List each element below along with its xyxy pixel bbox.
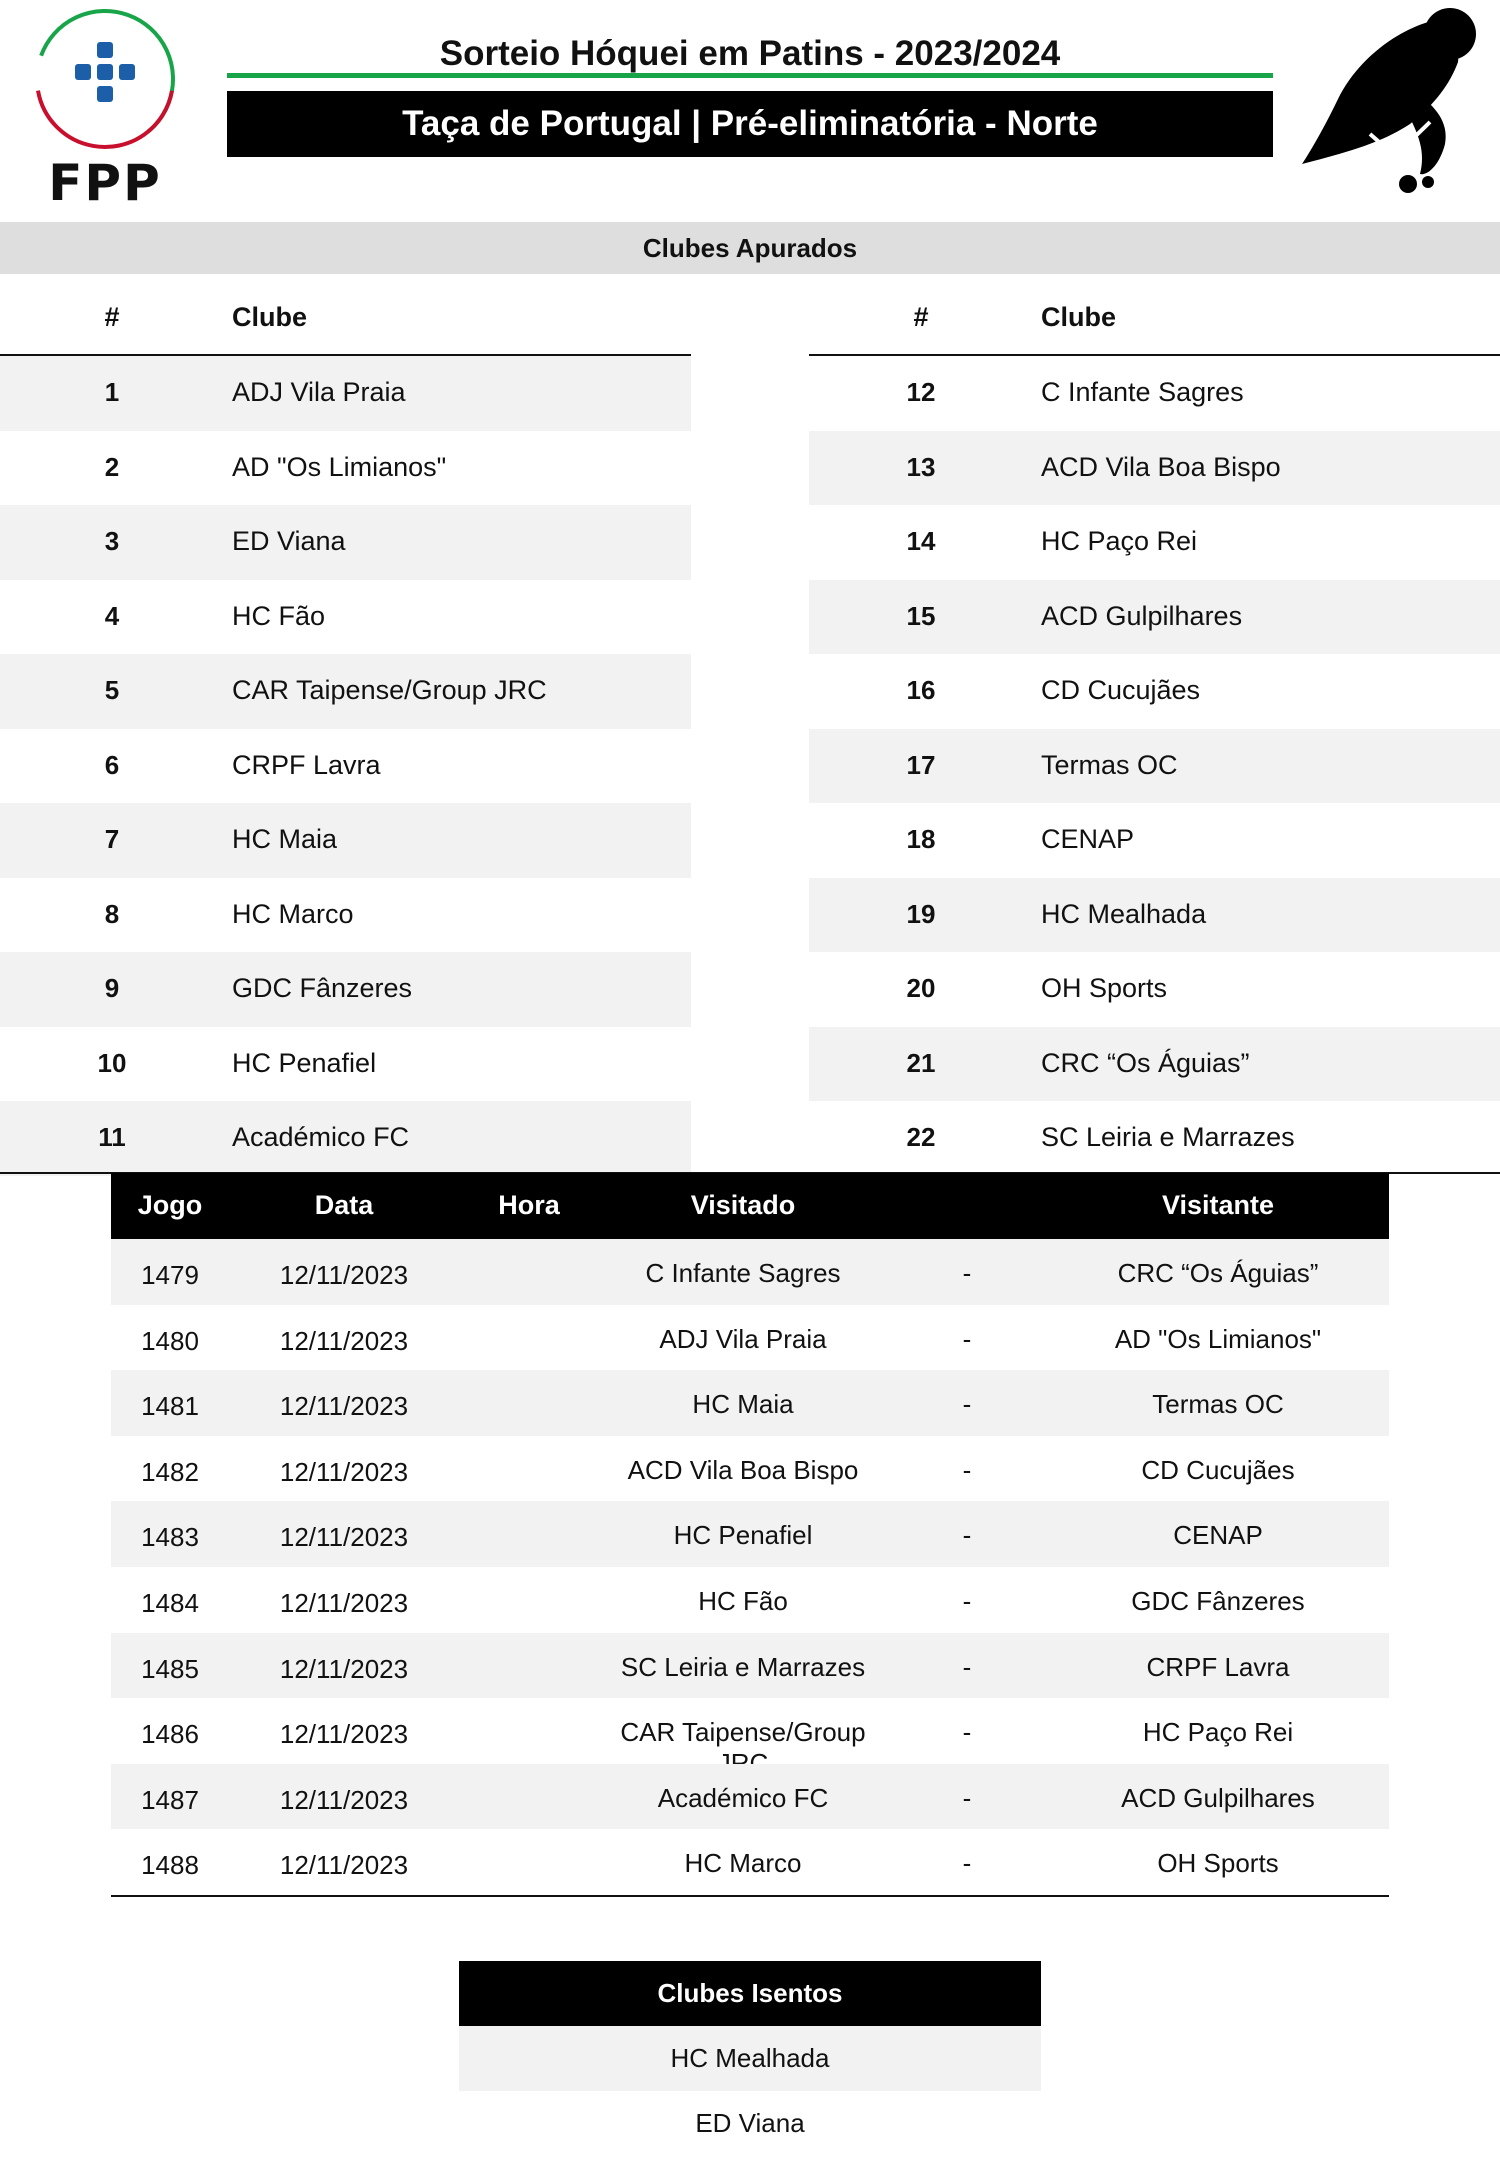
match-separator: - — [962, 1454, 972, 1485]
club-num: 13 — [906, 451, 936, 482]
club-name: AD "Os Limianos" — [232, 451, 447, 482]
club-name: ACD Gulpilhares — [1041, 600, 1243, 631]
match-visitado: Académico FC — [657, 1782, 829, 1813]
table-row — [809, 803, 1500, 878]
club-name: GDC Fânzeres — [232, 973, 413, 1003]
section-title-clubes-apurados: Clubes Apurados — [0, 222, 1500, 274]
match-data: 12/11/2023 — [279, 1260, 409, 1290]
header-num: # — [104, 302, 120, 332]
match-data: 12/11/2023 — [279, 1456, 409, 1487]
club-num: 18 — [906, 824, 936, 854]
table-row — [111, 1239, 1389, 1305]
club-num: 1 — [104, 377, 120, 407]
club-name: HC Maia — [232, 824, 338, 854]
hockey-player-icon — [1300, 4, 1490, 199]
match-visitado: SC Leiria e Marrazes — [620, 1651, 866, 1682]
club-num: 19 — [906, 898, 936, 929]
club-num: 4 — [104, 600, 120, 631]
club-name: HC Fão — [232, 600, 326, 631]
match-jogo: 1483 — [141, 1522, 199, 1553]
table-row — [0, 1027, 691, 1102]
title-divider — [227, 73, 1273, 78]
table-row — [111, 1698, 1389, 1764]
matches-table — [111, 1173, 1389, 1897]
table-row — [809, 878, 1500, 953]
table-row — [0, 505, 691, 580]
header-hora: Hora — [498, 1190, 560, 1220]
club-name: Termas OC — [1041, 749, 1178, 780]
club-name: HC Paço Rei — [1041, 526, 1198, 556]
table-row — [809, 505, 1500, 580]
table-row — [111, 1829, 1389, 1895]
matches-table-bottom-rule — [111, 1895, 1389, 1898]
club-name: HC Marco — [232, 898, 354, 929]
club-name: ED Viana — [232, 526, 346, 556]
table-header — [0, 274, 691, 356]
page-title: Sorteio Hóquei em Patins - 2023/2024 — [439, 34, 1061, 73]
match-data: 12/11/2023 — [279, 1522, 409, 1553]
table-row — [111, 1370, 1389, 1436]
header-club: Clube — [232, 302, 308, 332]
match-visitado: ADJ Vila Praia — [659, 1323, 827, 1354]
match-separator: - — [962, 1848, 972, 1879]
match-data: 12/11/2023 — [279, 1325, 409, 1356]
exempt-clubs-title: Clubes Isentos — [459, 1961, 1041, 2026]
match-separator: - — [962, 1389, 972, 1420]
match-visitante: CRC “Os Águias” — [1117, 1258, 1319, 1288]
match-visitado: HC Maia — [692, 1389, 794, 1420]
header-visitante: Visitante — [1161, 1190, 1275, 1220]
table-row — [111, 1764, 1389, 1830]
club-num: 21 — [906, 1047, 936, 1078]
match-data: 12/11/2023 — [279, 1391, 409, 1422]
fpp-shield-logo-icon — [26, 4, 184, 154]
header-club: Clube — [1041, 302, 1117, 332]
table-row — [809, 356, 1500, 431]
table-row — [0, 654, 691, 729]
match-jogo: 1487 — [141, 1784, 199, 1815]
table-row — [0, 729, 691, 804]
match-jogo: 1486 — [141, 1719, 199, 1750]
match-data: 12/11/2023 — [279, 1587, 409, 1618]
club-num: 22 — [906, 1122, 936, 1152]
clubs-table-left — [0, 274, 691, 1176]
hockey-player — [1300, 4, 1490, 199]
table-row — [809, 729, 1500, 804]
table-row — [809, 952, 1500, 1027]
header-data: Data — [314, 1190, 374, 1220]
club-name: ACD Vila Boa Bispo — [1041, 451, 1281, 482]
match-separator: - — [962, 1717, 972, 1748]
match-separator: - — [962, 1323, 972, 1354]
list-item: ED Viana — [695, 2108, 805, 2138]
table-row — [111, 1436, 1389, 1502]
club-num: 15 — [906, 600, 936, 631]
club-name: CD Cucujães — [1041, 675, 1201, 705]
fpp-logo — [26, 4, 184, 212]
match-separator: - — [962, 1258, 972, 1288]
club-num: 8 — [104, 898, 120, 929]
club-num: 9 — [104, 973, 120, 1003]
club-name: ADJ Vila Praia — [232, 377, 406, 407]
club-num: 17 — [906, 749, 936, 780]
match-jogo: 1480 — [141, 1325, 199, 1356]
match-visitante: Termas OC — [1152, 1389, 1284, 1420]
club-num: 20 — [906, 973, 936, 1003]
club-num: 14 — [906, 526, 936, 556]
match-visitado: HC Fão — [698, 1585, 788, 1616]
table-row — [809, 580, 1500, 655]
match-jogo: 1484 — [141, 1587, 199, 1618]
match-visitado: ACD Vila Boa Bispo — [627, 1454, 859, 1485]
exempt-clubs-table — [459, 1961, 1041, 2156]
club-name: HC Mealhada — [1041, 898, 1207, 929]
table-row — [809, 431, 1500, 506]
table-header — [809, 274, 1500, 356]
table-row — [111, 1567, 1389, 1633]
club-num: 6 — [104, 749, 120, 780]
match-data: 12/11/2023 — [279, 1784, 409, 1815]
header-jogo: Jogo — [137, 1190, 203, 1220]
match-separator: - — [962, 1585, 972, 1616]
table-row — [111, 1305, 1389, 1371]
table-row — [0, 580, 691, 655]
page-subtitle: Taça de Portugal | Pré-eliminatória - Norte — [227, 91, 1273, 157]
match-jogo: 1482 — [141, 1456, 199, 1487]
club-num: 7 — [104, 824, 120, 854]
match-data: 12/11/2023 — [279, 1719, 409, 1750]
table-row — [0, 952, 691, 1027]
table-row — [111, 1633, 1389, 1699]
header-num: # — [913, 302, 929, 332]
match-jogo: 1481 — [141, 1391, 199, 1422]
match-data: 12/11/2023 — [279, 1850, 409, 1881]
match-visitante: CD Cucujães — [1141, 1454, 1295, 1485]
match-visitado: C Infante Sagres — [645, 1258, 841, 1288]
matches-table-header — [111, 1173, 1389, 1239]
match-jogo: 1485 — [141, 1653, 199, 1684]
club-name: CAR Taipense/Group JRC — [232, 675, 547, 705]
table-row — [0, 803, 691, 878]
list-item: HC Mealhada — [459, 2026, 1041, 2091]
match-visitado: HC Marco — [684, 1848, 802, 1879]
match-visitante: GDC Fânzeres — [1131, 1585, 1305, 1616]
table-row — [111, 1501, 1389, 1567]
match-data: 12/11/2023 — [279, 1653, 409, 1684]
club-num: 11 — [98, 1122, 126, 1152]
table-row — [0, 431, 691, 506]
logo-text: FPP — [48, 154, 162, 212]
table-row — [809, 1101, 1500, 1176]
match-visitante: CENAP — [1173, 1520, 1263, 1551]
match-separator: - — [962, 1520, 972, 1551]
match-visitante: AD "Os Limianos" — [1114, 1323, 1322, 1354]
table-row — [809, 1027, 1500, 1102]
match-visitante: HC Paço Rei — [1142, 1717, 1294, 1748]
table-row — [0, 1101, 691, 1176]
header-visitado: Visitado — [690, 1190, 796, 1220]
club-num: 3 — [104, 526, 120, 556]
match-jogo: 1479 — [141, 1260, 199, 1290]
club-num: 2 — [104, 451, 120, 482]
match-visitante: OH Sports — [1157, 1848, 1279, 1879]
clubs-table-right — [809, 274, 1500, 1176]
club-name: CRC “Os Águias” — [1041, 1047, 1250, 1078]
match-visitante: ACD Gulpilhares — [1121, 1782, 1315, 1813]
match-separator: - — [962, 1651, 972, 1682]
match-separator: - — [962, 1782, 972, 1813]
club-num: 10 — [97, 1047, 127, 1078]
club-num: 5 — [104, 675, 120, 705]
match-visitante: CRPF Lavra — [1146, 1651, 1290, 1682]
club-name: OH Sports — [1041, 973, 1168, 1003]
matches-rows — [111, 1239, 1389, 1895]
match-visitado: HC Penafiel — [673, 1520, 813, 1551]
table-row — [0, 356, 691, 431]
match-jogo: 1488 — [141, 1850, 199, 1881]
club-num: 12 — [906, 377, 936, 407]
club-name: HC Penafiel — [232, 1047, 377, 1078]
match-visitado: CAR Taipense/Group — [620, 1717, 866, 1748]
club-name: Académico FC — [232, 1122, 410, 1152]
club-name: C Infante Sagres — [1041, 377, 1244, 407]
club-name: CENAP — [1041, 824, 1135, 854]
club-name: CRPF Lavra — [232, 749, 381, 780]
club-name: SC Leiria e Marrazes — [1041, 1122, 1295, 1152]
table-row — [809, 654, 1500, 729]
table-row — [0, 878, 691, 953]
club-num: 16 — [906, 675, 936, 705]
